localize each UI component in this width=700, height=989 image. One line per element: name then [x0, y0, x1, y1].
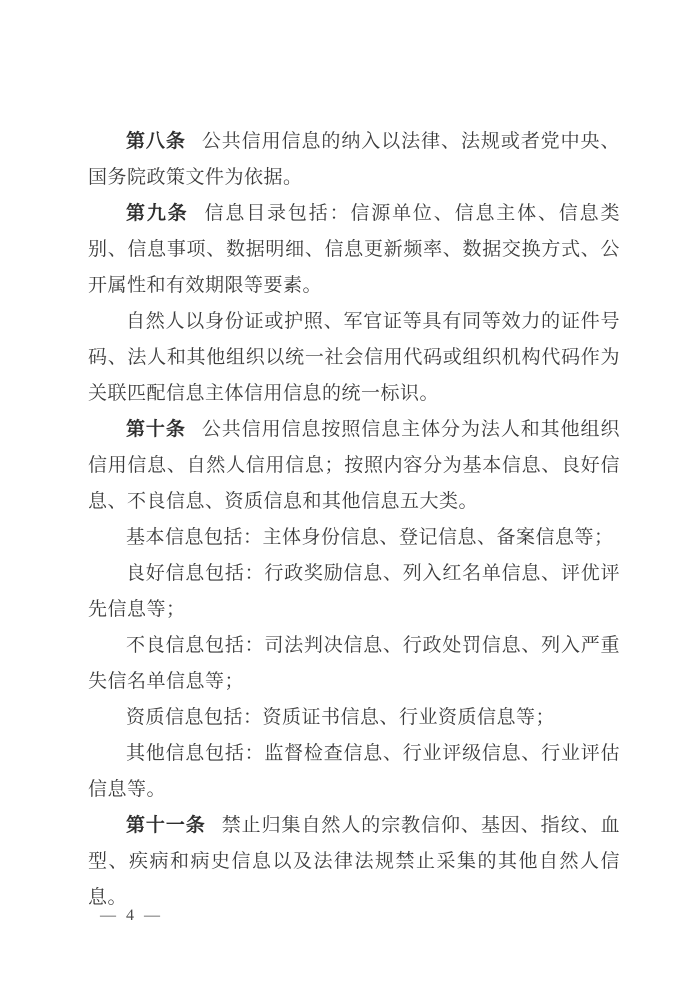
paragraph	[88, 736, 620, 808]
paragraph-text: 不良信息包括：司法判决信息、行政处罚信息、列入严重失信名单信息等；	[88, 635, 620, 692]
paragraph	[88, 808, 620, 916]
paragraph	[88, 304, 620, 412]
article-number: 第八条	[126, 131, 186, 152]
paragraph-text: 信息目录包括：信源单位、信息主体、信息类别、信息事项、数据明细、信息更新频率、数据交换方式、公开属性和有效期限等要素。	[88, 203, 620, 296]
paragraph-text: 资质信息包括：资质证书信息、行业资质信息等；	[126, 707, 556, 728]
paragraph	[88, 520, 620, 556]
article-number: 第九条	[126, 203, 189, 224]
paragraph	[88, 628, 620, 700]
paragraph-text: 禁止归集自然人的宗教信仰、基因、指纹、血型、疾病和病史信息以及法律法规禁止采集的其他自然人信息。	[88, 815, 620, 908]
paragraph-text: 自然人以身份证或护照、军官证等具有同等效力的证件号码、法人和其他组织以统一社会信用代码或组织机构代码作为关联匹配信息主体信用信息的统一标识。	[88, 311, 620, 404]
paragraph	[88, 124, 620, 196]
article-number: 第十一条	[126, 815, 206, 836]
paragraph-text: 公共信用信息按照信息主体分为法人和其他组织信用信息、自然人信用信息；按照内容分为基本信息、良好信息、不良信息、资质信息和其他信息五大类。	[88, 419, 620, 512]
paragraph	[88, 700, 620, 736]
paragraph-text: 其他信息包括：监督检查信息、行业评级信息、行业评估信息等。	[88, 743, 620, 800]
document-body	[88, 124, 620, 916]
paragraph	[88, 412, 620, 520]
paragraph-text: 良好信息包括：行政奖励信息、列入红名单信息、评优评先信息等；	[88, 563, 620, 620]
page-number	[100, 906, 163, 926]
article-number: 第十条	[126, 419, 186, 440]
paragraph	[88, 196, 620, 304]
paragraph-text: 基本信息包括：主体身份信息、登记信息、备案信息等；	[126, 527, 614, 548]
page-number-label: — 4 —	[100, 907, 163, 924]
paragraph-text: 公共信用信息的纳入以法律、法规或者党中央、国务院政策文件为依据。	[88, 131, 620, 188]
paragraph	[88, 556, 620, 628]
